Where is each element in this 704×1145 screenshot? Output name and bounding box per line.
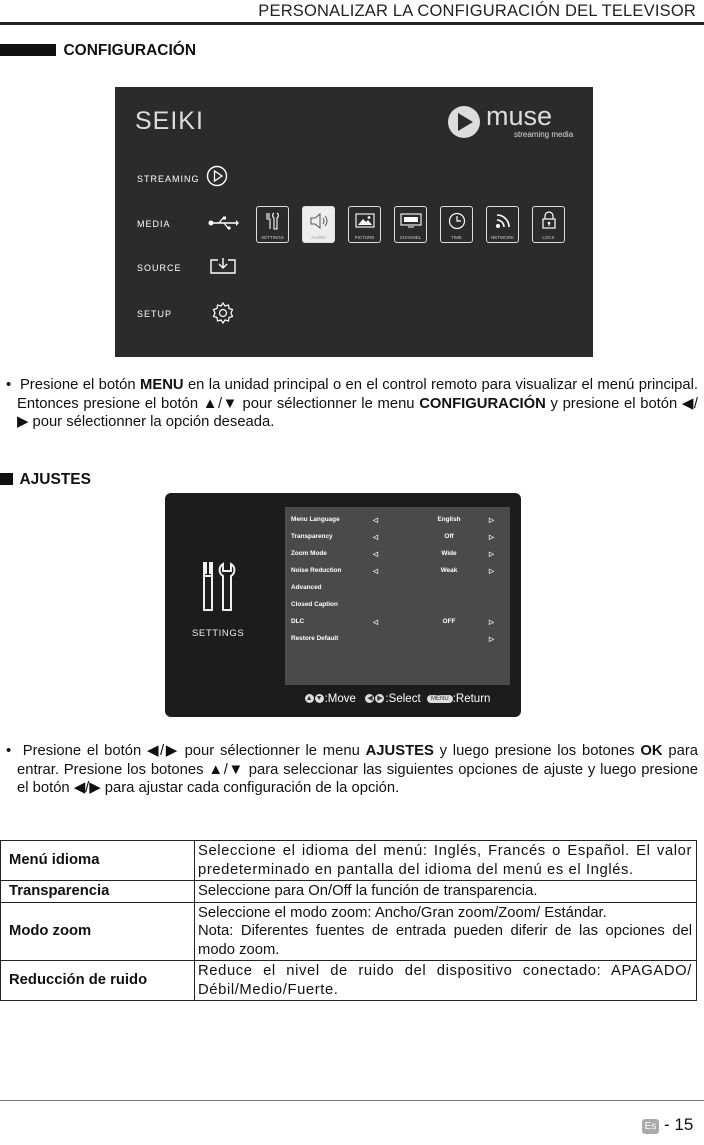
tile-audio[interactable] <box>302 206 335 243</box>
settings-option-row[interactable] <box>291 530 506 543</box>
hint-select: :Select <box>385 693 421 705</box>
tile-label: LOCK <box>542 235 555 240</box>
picture-icon <box>355 213 375 228</box>
settings-option-value: Off <box>444 533 454 540</box>
settings-option-row[interactable] <box>291 581 506 594</box>
menu-item-streaming[interactable]: STREAMING <box>137 174 200 184</box>
para1-text: Presione el botón <box>19 377 140 393</box>
page-header-title: PERSONALIZAR LA CONFIGURACIÓN DEL TELEVISOR <box>258 2 696 20</box>
section-ajustes-heading <box>0 471 91 487</box>
option-name: Menú idioma <box>1 841 195 881</box>
tile-label: CHANNEL <box>399 235 422 240</box>
clock-icon <box>448 212 466 230</box>
para1-bold-menu: MENU <box>140 377 184 393</box>
source-input-icon <box>209 257 237 280</box>
para2-bold-ok: OK <box>640 743 663 759</box>
menu-item-source[interactable]: SOURCE <box>137 263 182 273</box>
tile-channel[interactable] <box>394 206 427 243</box>
option-name: Transparencia <box>1 881 195 903</box>
setup-submenu-tiles <box>256 206 576 243</box>
section-marker <box>0 44 56 56</box>
settings-option-row[interactable] <box>291 598 506 611</box>
hint-move: :Move <box>324 693 356 705</box>
usb-icon <box>207 215 239 236</box>
right-button-icon: ▶ <box>377 695 383 703</box>
lock-icon <box>541 211 557 230</box>
right-arrow-icon[interactable]: ▷ <box>489 636 494 643</box>
settings-option-row[interactable] <box>291 615 506 628</box>
seiki-logo: SEIKI <box>135 107 204 135</box>
table-row <box>1 961 697 1001</box>
muse-wordmark: muse <box>486 101 553 131</box>
tile-label: NETWORK <box>491 235 514 240</box>
tile-lock[interactable] <box>532 206 565 243</box>
table-row <box>1 902 697 961</box>
settings-option-row[interactable] <box>291 513 506 526</box>
play-circle-icon <box>206 165 228 192</box>
right-arrow-icon[interactable]: ▷ <box>489 568 494 575</box>
menu-item-setup[interactable]: SETUP <box>137 309 173 319</box>
right-arrow-icon[interactable]: ▷ <box>489 551 494 558</box>
tools-icon <box>265 212 280 230</box>
options-table <box>0 840 697 1001</box>
settings-options-panel <box>285 507 510 685</box>
gear-icon <box>211 301 235 330</box>
tile-time[interactable] <box>440 206 473 243</box>
right-arrow-icon[interactable]: ▷ <box>489 534 494 541</box>
para2-bold-ajustes: AJUSTES <box>365 743 434 759</box>
right-arrow-icon[interactable]: ▷ <box>489 517 494 524</box>
left-button-icon: ◀ <box>367 695 373 703</box>
section-ajustes-title: AJUSTES <box>19 471 91 488</box>
tile-picture[interactable] <box>348 206 381 243</box>
table-row <box>1 841 697 881</box>
settings-label: SETTINGS <box>192 628 245 639</box>
option-desc-note: Nota: Diferentes fuentes de entrada pueden diferir de las opciones del modo zoom. <box>198 923 692 958</box>
left-arrow-icon[interactable]: ◁ <box>373 568 378 575</box>
settings-option-value: Wide <box>441 550 457 557</box>
settings-option-name: Menu Language <box>291 516 340 523</box>
menu-item-media[interactable]: MEDIA <box>137 219 171 229</box>
settings-menu-screenshot <box>165 493 521 717</box>
instruction-paragraph-1: • Presione el botón MENU en la unidad principal o en el control remoto para visualizar el menú principal. Entonces presione el botón ▲/▼ pour sélectionner le menu CONFIGURACIÓN y presione el botón ◀/▶ pour sélectionner la opción deseada. <box>6 377 699 430</box>
tile-label: TIME <box>451 235 462 240</box>
tile-label: SETTINGS <box>261 235 284 240</box>
left-arrow-icon[interactable]: ◁ <box>373 517 378 524</box>
para2-text: y luego presione los botones <box>433 743 641 759</box>
muse-tagline: streaming media <box>514 130 574 139</box>
option-description: Seleccione para On/Off la función de transparencia. <box>195 881 697 903</box>
tile-label: AUDIO <box>311 235 326 240</box>
section-config-heading <box>0 42 196 58</box>
para1-bold-config: CONFIGURACIÓN <box>419 395 546 412</box>
hint-return: :Return <box>452 693 491 705</box>
menu-button-icon: MENU <box>427 695 453 703</box>
right-arrow-icon[interactable]: ▷ <box>489 619 494 626</box>
main-menu-screenshot <box>115 87 593 357</box>
settings-option-value: Weak <box>440 567 458 574</box>
left-arrow-icon[interactable]: ◁ <box>373 619 378 626</box>
up-button-icon: ▲ <box>305 695 313 703</box>
settings-option-name: Closed Caption <box>291 601 338 608</box>
settings-option-name: Zoom Mode <box>291 550 327 557</box>
language-badge: Es <box>642 1119 659 1134</box>
option-name: Modo zoom <box>1 902 195 961</box>
settings-option-name: Noise Reduction <box>291 567 342 574</box>
section-marker <box>0 473 13 485</box>
tile-label: PICTURE <box>354 235 375 240</box>
para2-text: para entrar. Presione los botones ▲/▼ para seleccionar las siguientes opciones de ajuste y luego presione el botón ◀/▶ para ajustar cada configuración de la opción. <box>17 743 698 796</box>
para1-text: en la unidad principal o en el control remoto para visualizar el menú principal. Entonces presione el botón ▲/▼ pour sélectionner le menu <box>17 377 699 412</box>
settings-option-row[interactable] <box>291 632 506 645</box>
section-config-title: CONFIGURACIÓN <box>63 42 197 59</box>
table-row <box>1 881 697 903</box>
footer-rule <box>0 1100 704 1101</box>
option-description: Seleccione el idioma del menú: Inglés, Francés o Español. El valor predeterminado en pantalla del idioma del menú es el Inglés. <box>195 841 697 881</box>
tv-icon <box>400 213 422 229</box>
tile-settings[interactable] <box>256 206 289 243</box>
tile-network[interactable] <box>486 206 519 243</box>
down-button-icon: ▼ <box>315 695 323 703</box>
speaker-icon <box>309 213 329 229</box>
settings-option-name: Restore Default <box>291 635 339 642</box>
settings-option-value: OFF <box>442 618 456 625</box>
settings-option-name: DLC <box>291 618 305 625</box>
para2-text: Presione el botón ◀/▶ pour sélectionner le menu <box>22 743 366 759</box>
tools-icon <box>198 560 238 619</box>
muse-logo <box>446 103 586 143</box>
settings-option-name: Advanced <box>291 584 322 591</box>
page-number: - 15 <box>664 1115 694 1134</box>
settings-option-value: English <box>437 516 461 523</box>
option-name: Reducción de ruido <box>1 961 195 1001</box>
settings-option-row[interactable] <box>291 547 506 560</box>
option-desc-main: Seleccione el modo zoom: Ancho/Gran zoom/Zoom/ Estándar. <box>198 904 607 921</box>
settings-option-row[interactable] <box>291 564 506 577</box>
left-arrow-icon[interactable]: ◁ <box>373 551 378 558</box>
para1-text: y presione el botón ◀/▶ pour sélectionner la opción deseada. <box>17 395 698 430</box>
instruction-paragraph-2: • Presione el botón ◀/▶ pour sélectionner le menu AJUSTES y luego presione los botones OK para entrar. Presione los botones ▲/▼ para seleccionar las siguientes opciones de ajuste y luego presione el botón ◀/▶ para ajustar cada configuración de la opción. <box>6 743 698 796</box>
header-rule <box>0 22 704 25</box>
option-description <box>195 902 697 961</box>
settings-footer-hints <box>285 693 510 705</box>
wifi-icon <box>494 212 512 230</box>
option-description: Reduce el nivel de ruido del dispositivo conectado: APAGADO/ Débil/Medio/Fuerte. <box>195 961 697 1001</box>
left-arrow-icon[interactable]: ◁ <box>373 534 378 541</box>
settings-option-name: Transparency <box>291 533 333 540</box>
